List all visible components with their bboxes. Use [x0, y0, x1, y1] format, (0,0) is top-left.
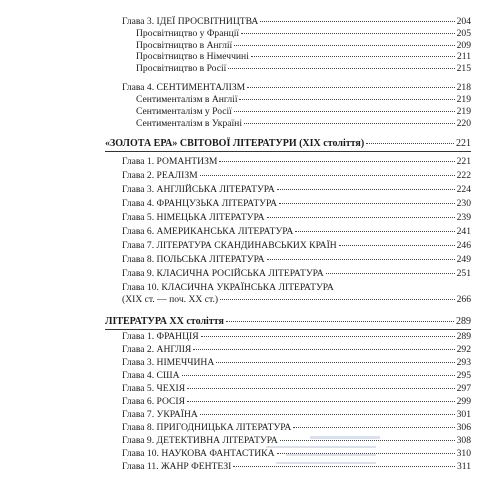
entry-page: 230	[456, 198, 471, 209]
entry-title: Глава 10. НАУКОВА ФАНТАСТИКА	[122, 448, 275, 459]
entry-title: (XIX ст. — поч. XX ст.)	[122, 294, 219, 305]
entry-page: 221	[456, 156, 471, 167]
entry-page: 218	[456, 82, 471, 93]
entry-page: 308	[456, 435, 471, 446]
entry-title: Глава 3. ІДЕЇ ПРОСВІТНИЦТВА	[122, 16, 259, 27]
entry-title: Просвітництво в Росії	[136, 63, 227, 74]
entry-page: 301	[456, 409, 471, 420]
entry-title: Глава 1. ФРАНЦІЯ	[122, 331, 199, 342]
entry-title: Глава 9. ДЕТЕКТИВНА ЛІТЕРАТУРА	[122, 435, 278, 446]
entry-title: Просвітництво в Німеччині	[136, 51, 249, 62]
entry-title: Глава 5. НІМЕЦЬКА ЛІТЕРАТУРА	[122, 212, 265, 223]
entry-title: Глава 6. АМЕРИКАНСЬКА ЛІТЕРАТУРА	[122, 226, 294, 237]
toc-chapter-entry	[122, 16, 471, 28]
dot-leader	[187, 388, 454, 389]
entry-page: 222	[456, 170, 471, 181]
entry-page: 205	[456, 28, 471, 39]
dot-leader	[326, 273, 455, 274]
toc-subentry	[136, 51, 471, 63]
toc-chapter-entry	[122, 357, 471, 369]
entry-page: 204	[456, 16, 471, 27]
entry-title: Глава 7. УКРАЇНА	[122, 409, 198, 420]
dot-leader	[247, 87, 454, 88]
entry-title: Сентименталізм в Англії	[136, 94, 238, 105]
toc-chapter-entry	[122, 226, 471, 238]
entry-page: 220	[456, 118, 471, 129]
entry-page: 306	[456, 422, 471, 433]
toc-chapter-entry	[122, 396, 471, 408]
dot-leader	[226, 321, 454, 322]
toc-subentry	[136, 106, 471, 118]
toc-chapter-entry	[122, 170, 471, 182]
entry-title: Глава 4. ФРАНЦУЗЬКА ЛІТЕРАТУРА	[122, 198, 278, 209]
entry-title: Глава 10. КЛАСИЧНА УКРАЇНСЬКА ЛІТЕРАТУРА	[122, 282, 334, 293]
entry-page: 224	[456, 184, 471, 195]
toc-chapter-entry	[122, 254, 471, 266]
entry-page: 239	[456, 212, 471, 223]
entry-page: 249	[456, 254, 471, 265]
toc-chapter-entry	[122, 156, 471, 168]
entry-page: 219	[456, 106, 471, 117]
dot-leader	[234, 111, 455, 112]
entry-page: 266	[456, 294, 471, 305]
dot-leader	[182, 375, 455, 376]
toc-chapter-entry	[122, 240, 471, 252]
section-rule	[105, 151, 471, 152]
toc-chapter-entry	[122, 409, 471, 421]
dot-leader	[339, 245, 455, 246]
entry-title: Глава 1. РОМАНТИЗМ	[122, 156, 218, 167]
part-page: 289	[456, 316, 471, 327]
entry-page: 292	[456, 344, 471, 355]
entry-page: 211	[456, 51, 471, 62]
toc-chapter-entry	[122, 198, 471, 210]
dot-leader	[241, 33, 455, 34]
entry-title: Глава 4. СЕНТИМЕНТАЛІЗМ	[122, 82, 246, 93]
entry-title: Просвітництво у Франції	[136, 28, 240, 39]
dot-leader	[201, 336, 455, 337]
dot-leader	[193, 349, 454, 350]
toc-chapter-entry-continuation	[122, 294, 471, 306]
entry-title: Глава 8. ПРИГОДНИЦЬКА ЛІТЕРАТУРА	[122, 422, 292, 433]
dot-leader	[187, 401, 455, 402]
toc-chapter-entry	[122, 82, 471, 94]
dot-leader	[216, 362, 454, 363]
dot-leader	[200, 414, 455, 415]
entry-page: 241	[456, 226, 471, 237]
entry-title: Глава 2. РЕАЛІЗМ	[122, 170, 198, 181]
dot-leader	[234, 45, 454, 46]
entry-title: Глава 11. ЖАНР ФЕНТЕЗІ	[122, 461, 232, 472]
toc-subentry	[136, 63, 471, 75]
toc-subentry	[136, 28, 471, 40]
dot-leader	[267, 217, 455, 218]
entry-title: Глава 4. США	[122, 370, 180, 381]
toc-part-heading	[105, 138, 471, 150]
entry-page: 251	[456, 268, 471, 279]
entry-page: 293	[456, 357, 471, 368]
entry-page: 299	[456, 396, 471, 407]
toc-chapter-entry	[122, 282, 471, 294]
toc-chapter-entry	[122, 184, 471, 196]
entry-page: 295	[456, 370, 471, 381]
dot-leader	[244, 123, 455, 124]
dot-leader	[220, 299, 455, 300]
entry-title: Глава 3. НІМЕЧЧИНА	[122, 357, 215, 368]
toc-subentry	[136, 118, 471, 130]
toc-chapter-entry	[122, 344, 471, 356]
entry-page: 246	[456, 240, 471, 251]
entry-page: 311	[456, 461, 471, 472]
section-rule	[105, 329, 471, 330]
dot-leader	[239, 99, 454, 100]
dot-leader	[251, 56, 455, 57]
entry-title: Глава 6. РОСІЯ	[122, 396, 186, 407]
entry-title: Глава 3. АНГЛІЙСЬКА ЛІТЕРАТУРА	[122, 184, 275, 195]
dot-leader	[279, 203, 455, 204]
dot-leader	[366, 143, 454, 144]
part-page: 221	[456, 138, 471, 149]
entry-page: 215	[456, 63, 471, 74]
dot-leader	[295, 231, 454, 232]
toc-chapter-entry	[122, 268, 471, 280]
toc-chapter-entry	[122, 370, 471, 382]
entry-page: 209	[456, 40, 471, 51]
toc-part-heading	[105, 316, 471, 328]
dot-leader	[293, 427, 454, 428]
toc-subentry	[136, 94, 471, 106]
toc-chapter-entry	[122, 331, 471, 343]
entry-page: 219	[456, 94, 471, 105]
entry-page: 297	[456, 383, 471, 394]
toc-chapter-entry	[122, 212, 471, 224]
entry-title: Глава 9. КЛАСИЧНА РОСІЙСЬКА ЛІТЕРАТУРА	[122, 268, 324, 279]
part-title: ЛІТЕРАТУРА XX століття	[105, 316, 224, 327]
entry-title: Глава 5. ЧЕХІЯ	[122, 383, 186, 394]
entry-title: Сентименталізм у Росії	[136, 106, 232, 117]
entry-page: 310	[456, 448, 471, 459]
dot-leader	[219, 161, 454, 162]
toc-chapter-entry	[122, 383, 471, 395]
part-title: «ЗОЛОТА ЕРА» СВІТОВОЇ ЛІТЕРАТУРИ (XIX століття)	[105, 138, 365, 149]
entry-title: Сентименталізм в Україні	[136, 118, 242, 129]
entry-title: Глава 7. ЛІТЕРАТУРА СКАНДИНАВСЬКИХ КРАЇН	[122, 240, 337, 251]
dot-leader	[260, 21, 454, 22]
entry-page: 289	[456, 331, 471, 342]
show-through-texture	[240, 432, 390, 474]
dot-leader	[228, 68, 454, 69]
dot-leader	[267, 259, 455, 260]
entry-title: Глава 2. АНГЛІЯ	[122, 344, 192, 355]
dot-leader	[277, 189, 455, 190]
entry-title: Глава 8. ПОЛЬСЬКА ЛІТЕРАТУРА	[122, 254, 265, 265]
entry-title: Просвітництво в Англії	[136, 40, 233, 51]
dot-leader	[200, 175, 455, 176]
